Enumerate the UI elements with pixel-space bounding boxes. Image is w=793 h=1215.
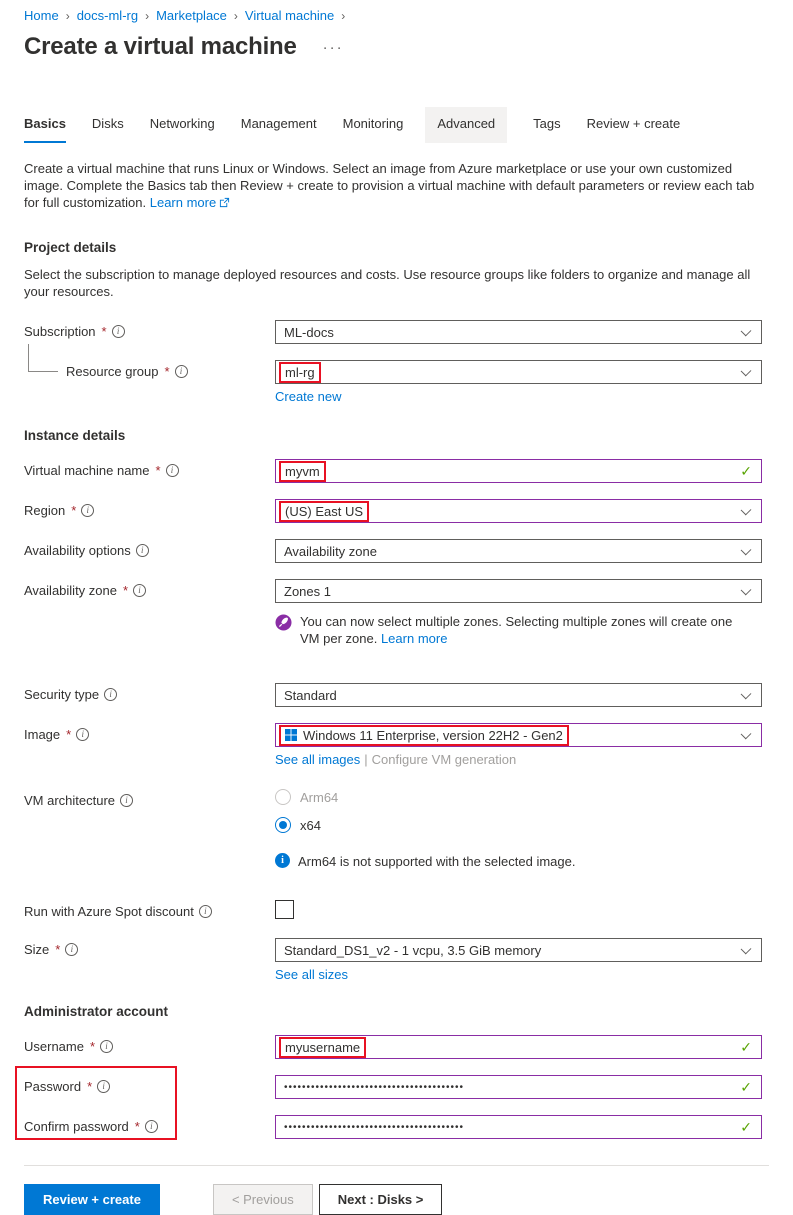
- spot-checkbox[interactable]: [275, 900, 294, 919]
- chevron-down-icon: [741, 545, 752, 556]
- arm64-unsupported-text: Arm64 is not supported with the selected image.: [298, 854, 576, 869]
- vm-architecture-label: [24, 789, 275, 808]
- password-label-text: Password: [24, 1079, 82, 1094]
- review-create-button[interactable]: Review + create: [24, 1184, 160, 1215]
- valid-check-icon: ✓: [740, 1079, 752, 1095]
- valid-check-icon: ✓: [740, 1039, 752, 1055]
- image-label: [24, 723, 275, 742]
- annotation-resource-group: [279, 362, 321, 383]
- learn-more-link[interactable]: Learn more: [149, 195, 217, 210]
- radio-x64-label: x64: [300, 817, 321, 833]
- new-feature-rocket-icon: [275, 614, 292, 635]
- windows-logo-icon: [285, 729, 297, 741]
- availability-zone-value: Zones 1: [284, 583, 331, 599]
- vm-architecture-label-text: VM architecture: [24, 793, 116, 808]
- size-label: [24, 938, 275, 957]
- resource-group-value: ml-rg: [285, 364, 315, 380]
- resource-group-label-text: Resource group: [66, 364, 159, 379]
- wizard-footer: [24, 1165, 769, 1215]
- username-label: [24, 1035, 275, 1054]
- info-icon[interactable]: i: [199, 905, 212, 918]
- required-marker: *: [71, 503, 77, 518]
- instance-details-heading: Instance details: [24, 428, 126, 443]
- breadcrumb-resource-group[interactable]: docs-ml-rg: [76, 8, 139, 23]
- vm-name-label-text: Virtual machine name: [24, 463, 150, 478]
- vm-architecture-row: [24, 789, 769, 870]
- subscription-row: [24, 320, 769, 344]
- note-body: You can now select multiple zones. Selecting multiple zones will create one VM per zone.: [300, 614, 733, 646]
- password-row: [24, 1075, 769, 1099]
- availability-zone-dropdown[interactable]: [275, 579, 762, 603]
- project-details-description: Select the subscription to manage deployed resources and costs. Use resource groups like folders to organize and manage all your resources.: [24, 267, 751, 299]
- vm-name-value: myvm: [285, 463, 320, 479]
- tab-monitoring[interactable]: Monitoring: [342, 116, 404, 131]
- security-type-label-text: Security type: [24, 687, 100, 702]
- see-all-sizes-link[interactable]: See all sizes: [275, 967, 348, 982]
- required-marker: *: [101, 324, 107, 339]
- breadcrumb: [24, 8, 769, 23]
- size-row: [24, 938, 769, 982]
- more-menu-icon[interactable]: ···: [322, 38, 344, 56]
- info-icon[interactable]: i: [175, 365, 188, 378]
- tab-basics[interactable]: Basics: [24, 107, 66, 143]
- breadcrumb-separator: ›: [233, 8, 238, 23]
- required-marker: *: [155, 463, 161, 478]
- administrator-account-heading: Administrator account: [24, 1004, 169, 1019]
- chevron-down-icon: [741, 505, 752, 516]
- info-icon[interactable]: i: [120, 794, 133, 807]
- subscription-dropdown[interactable]: [275, 320, 762, 344]
- vm-name-row: [24, 459, 769, 483]
- resource-group-label: [24, 360, 275, 379]
- see-all-images-link[interactable]: See all images: [275, 752, 361, 767]
- resource-group-dropdown[interactable]: [275, 360, 762, 384]
- radio-arm64[interactable]: [275, 789, 762, 805]
- zones-learn-more-link[interactable]: Learn more: [380, 631, 448, 646]
- tab-tags[interactable]: Tags: [533, 116, 561, 131]
- subscription-label-text: Subscription: [24, 324, 96, 339]
- annotation-region: [279, 501, 369, 522]
- required-marker: *: [134, 1119, 140, 1134]
- availability-options-value: Availability zone: [284, 543, 377, 559]
- page-title: Create a virtual machine: [24, 33, 297, 60]
- chevron-down-icon: [741, 366, 752, 377]
- project-details-heading: Project details: [24, 240, 117, 255]
- spot-label-text: Run with Azure Spot discount: [24, 904, 194, 919]
- confirm-password-row: [24, 1115, 769, 1139]
- info-icon[interactable]: i: [104, 688, 117, 701]
- region-dropdown[interactable]: [275, 499, 762, 523]
- tab-disks[interactable]: Disks: [91, 116, 124, 131]
- username-input[interactable]: [275, 1035, 762, 1059]
- tab-management[interactable]: Management: [240, 116, 317, 131]
- confirm-password-label-text: Confirm password: [24, 1119, 129, 1134]
- radio-button-icon: [275, 789, 291, 805]
- radio-x64[interactable]: [275, 817, 762, 833]
- availability-zone-label: [24, 579, 275, 598]
- required-marker: *: [122, 583, 129, 598]
- availability-options-row: [24, 539, 769, 563]
- confirm-password-value: ••••••••••••••••••••••••••••••••••••••••: [284, 1121, 465, 1133]
- spot-label: [24, 900, 275, 919]
- breadcrumb-virtual-machine[interactable]: Virtual machine: [244, 8, 335, 23]
- image-row: [24, 723, 769, 767]
- wizard-tabs: [24, 107, 769, 143]
- multiple-zones-note: [275, 613, 745, 647]
- tab-networking[interactable]: Networking: [149, 116, 215, 131]
- region-label: [24, 499, 275, 518]
- external-link-icon: [219, 195, 230, 212]
- chevron-down-icon: [741, 326, 752, 337]
- availability-options-label-text: Availability options: [24, 543, 131, 558]
- required-marker: *: [66, 727, 72, 742]
- annotation-vm-name: [279, 461, 326, 482]
- breadcrumb-separator: ›: [145, 8, 150, 23]
- region-row: [24, 499, 769, 523]
- info-icon[interactable]: i: [166, 464, 179, 477]
- required-marker: *: [89, 1039, 96, 1054]
- info-icon[interactable]: i: [112, 325, 125, 338]
- create-new-link[interactable]: Create new: [275, 389, 342, 404]
- availability-zone-label-text: Availability zone: [24, 583, 117, 598]
- annotation-username: [279, 1037, 366, 1058]
- info-icon[interactable]: i: [81, 504, 94, 517]
- info-icon[interactable]: i: [100, 1040, 113, 1053]
- link-divider: |: [364, 752, 368, 767]
- availability-options-label: [24, 539, 275, 558]
- username-value: myusername: [285, 1039, 361, 1055]
- size-value: Standard_DS1_v2 - 1 vcpu, 3.5 GiB memory: [284, 942, 542, 958]
- chevron-down-icon: [741, 689, 752, 700]
- subscription-value: ML-docs: [284, 324, 334, 340]
- required-marker: *: [164, 364, 170, 379]
- intro-text: [24, 160, 769, 212]
- image-value: Windows 11 Enterprise, version 22H2 - Gen2: [303, 727, 563, 743]
- region-value: (US) East US: [285, 503, 364, 519]
- next-disks-button[interactable]: Next : Disks >: [319, 1184, 443, 1215]
- required-marker: *: [87, 1079, 93, 1094]
- valid-check-icon: ✓: [740, 463, 752, 479]
- username-row: [24, 1035, 769, 1059]
- previous-button[interactable]: < Previous: [213, 1184, 313, 1215]
- image-dropdown[interactable]: [275, 723, 762, 747]
- breadcrumb-separator: ›: [341, 8, 346, 23]
- hierarchy-connector: [28, 344, 58, 372]
- vm-name-label: [24, 459, 275, 478]
- confirm-password-input[interactable]: [275, 1115, 762, 1139]
- tab-review-create[interactable]: Review + create: [586, 116, 681, 131]
- security-type-label: [24, 683, 275, 702]
- radio-arm64-label: Arm64: [300, 789, 339, 805]
- chevron-down-icon: [741, 729, 752, 740]
- region-label-text: Region: [24, 503, 66, 518]
- availability-zone-row: [24, 579, 769, 647]
- required-marker: *: [55, 942, 61, 957]
- security-type-dropdown[interactable]: [275, 683, 762, 707]
- password-value: ••••••••••••••••••••••••••••••••••••••••: [284, 1081, 465, 1093]
- password-input[interactable]: [275, 1075, 762, 1099]
- password-label: [24, 1075, 275, 1094]
- breadcrumb-separator: ›: [65, 8, 70, 23]
- resource-group-row: [24, 360, 769, 404]
- valid-check-icon: ✓: [740, 1119, 752, 1135]
- security-type-row: [24, 683, 769, 707]
- annotation-image: [279, 725, 569, 746]
- vm-name-input[interactable]: [275, 459, 762, 483]
- chevron-down-icon: [741, 585, 752, 596]
- intro-text-body: Create a virtual machine that runs Linux or Windows. Select an image from Azure marketplace or use your own customized image. Complete the Basics tab then Review + create to provision a virtual machine with default parameters or review each tab for full customization.: [24, 161, 755, 210]
- multiple-zones-note-text: [300, 613, 745, 647]
- info-icon[interactable]: i: [136, 544, 149, 557]
- tab-advanced[interactable]: Advanced: [425, 107, 507, 143]
- configure-vm-generation-link: Configure VM generation: [371, 752, 517, 767]
- image-label-text: Image: [24, 727, 61, 742]
- info-icon[interactable]: i: [133, 584, 146, 597]
- info-icon[interactable]: i: [97, 1080, 110, 1093]
- breadcrumb-home[interactable]: Home: [24, 8, 59, 23]
- chevron-down-icon: [741, 944, 752, 955]
- security-type-value: Standard: [284, 687, 337, 703]
- breadcrumb-marketplace[interactable]: Marketplace: [156, 8, 227, 23]
- size-label-text: Size: [24, 942, 50, 957]
- radio-button-selected-icon: [275, 817, 291, 833]
- info-filled-icon: i: [275, 853, 290, 868]
- availability-options-dropdown[interactable]: [275, 539, 762, 563]
- info-icon[interactable]: i: [145, 1120, 158, 1133]
- spot-row: [24, 900, 769, 922]
- username-label-text: Username: [24, 1039, 84, 1054]
- info-icon[interactable]: i: [76, 728, 89, 741]
- info-icon[interactable]: i: [65, 943, 78, 956]
- size-dropdown[interactable]: [275, 938, 762, 962]
- arm64-unsupported-note: [275, 853, 745, 870]
- confirm-password-label: [24, 1115, 275, 1134]
- subscription-label: [24, 320, 275, 339]
